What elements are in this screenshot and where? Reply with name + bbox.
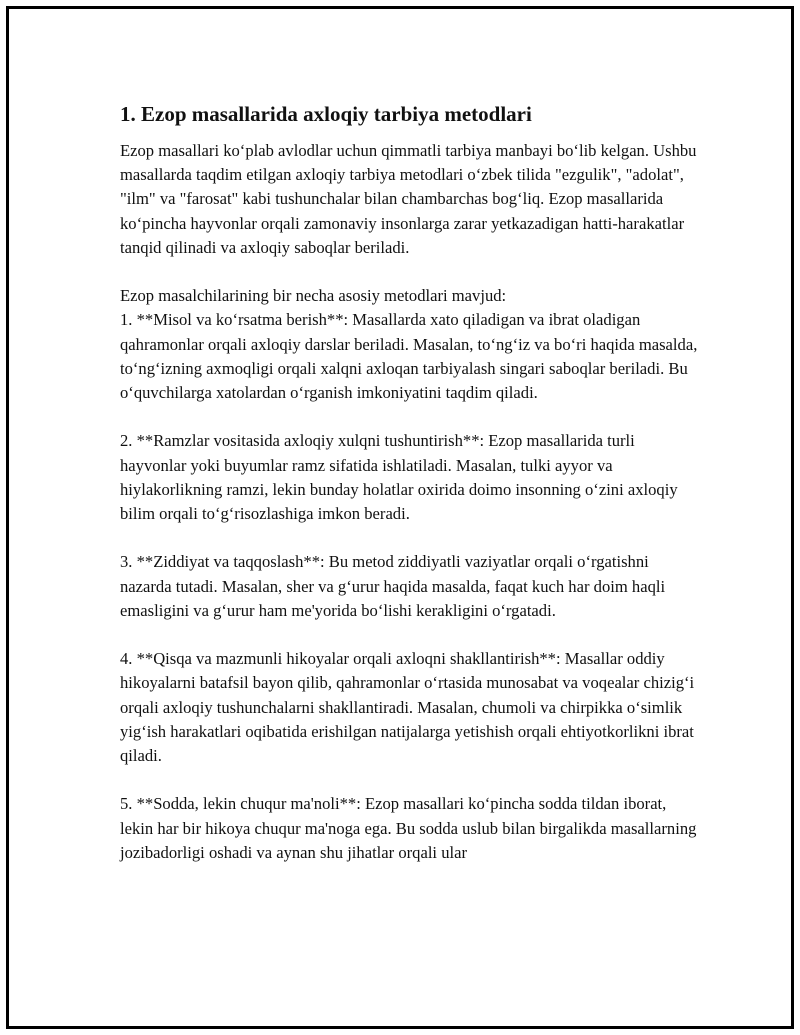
method-3-paragraph: 3. **Ziddiyat va taqqoslash**: Bu metod ziddiyatli vaziyatlar orqali o‘rgatishni nazarda tutadi. Masalan, sher va g‘urur haqida masalda, faqat kuch har doim haqli emasligini va g‘urur ham me'yorida bo‘lishi kerakligini o‘rgatadi. xyxy=(120,552,666,620)
section-heading: 1. Ezop masallarida axloqiy tarbiya metodlari xyxy=(120,102,532,126)
page-frame xyxy=(6,6,794,1029)
intro-paragraph: Ezop masallari ko‘plab avlodlar uchun qimmatli tarbiya manbayi bo‘lib kelgan. Ushbu masallarda taqdim etilgan axloqiy tarbiya metodlari o‘zbek tilida "ezgulik", "adolat", "ilm" va "farosat" kabi tushunchalar bilan chambarchas bog‘liq. Ezop masallarida ko‘pincha hayvonlar orqali zamonaviy insonlarga zarar yetkazadigan hatti-harakatlar tanqid qilinadi va axloqiy saboqlar beriladi. xyxy=(120,141,697,257)
method-5-paragraph: 5. **Sodda, lekin chuqur ma'noli**: Ezop masallari ko‘pincha sodda tildan iborat, lekin har bir hikoya chuqur ma'noga ega. Bu sodda uslub bilan birgalikda masallarning jozibadorligi oshadi va aynan shu jihatlar orqali ular xyxy=(120,794,697,862)
method-2-paragraph: 2. **Ramzlar vositasida axloqiy xulqni tushuntirish**: Ezop masallarida turli hayvonlar yoki buyumlar ramz sifatida ishlatiladi. Masalan, tulki ayyor va hiylakorlikning ramzi, lekin bunday holatlar oxirida doimo insonning o‘zini axloqiy bilim orqali to‘g‘risozlashiga imkon beradi. xyxy=(120,431,678,524)
method-1-paragraph: Ezop masalchilarining bir necha asosiy metodlari mavjud: 1. **Misol va ko‘rsatma berish**: Masallarda xato qiladigan va ibrat oladigan qahramonlar orqali axloqiy darslar beriladi. Masalan, to‘ng‘iz va bo‘ri haqida masalda, to‘ng‘izning axmoqligi orqali xalqni axloqan tarbiyalash singari saboqlar beriladi. Bu o‘quvchilarga xatolardan o‘rganish imkoniyatini taqdim qiladi. xyxy=(120,286,698,403)
document-body xyxy=(120,99,700,889)
method-4-paragraph: 4. **Qisqa va mazmunli hikoyalar orqali axloqni shakllantirish**: Masallar oddiy hikoyalarni batafsil bayon qilib, qahramonlar o‘rtasida munosabat va voqealar chizig‘i orqali axloqiy tushunchalarni shakllantiradi. Masalan, chumoli va chirpikka o‘simlik yig‘ish harakatlari oqibatida erishilgan natijalarga yetishish orqali ehtiyotkorlikni ibrat qiladi. xyxy=(120,649,695,766)
